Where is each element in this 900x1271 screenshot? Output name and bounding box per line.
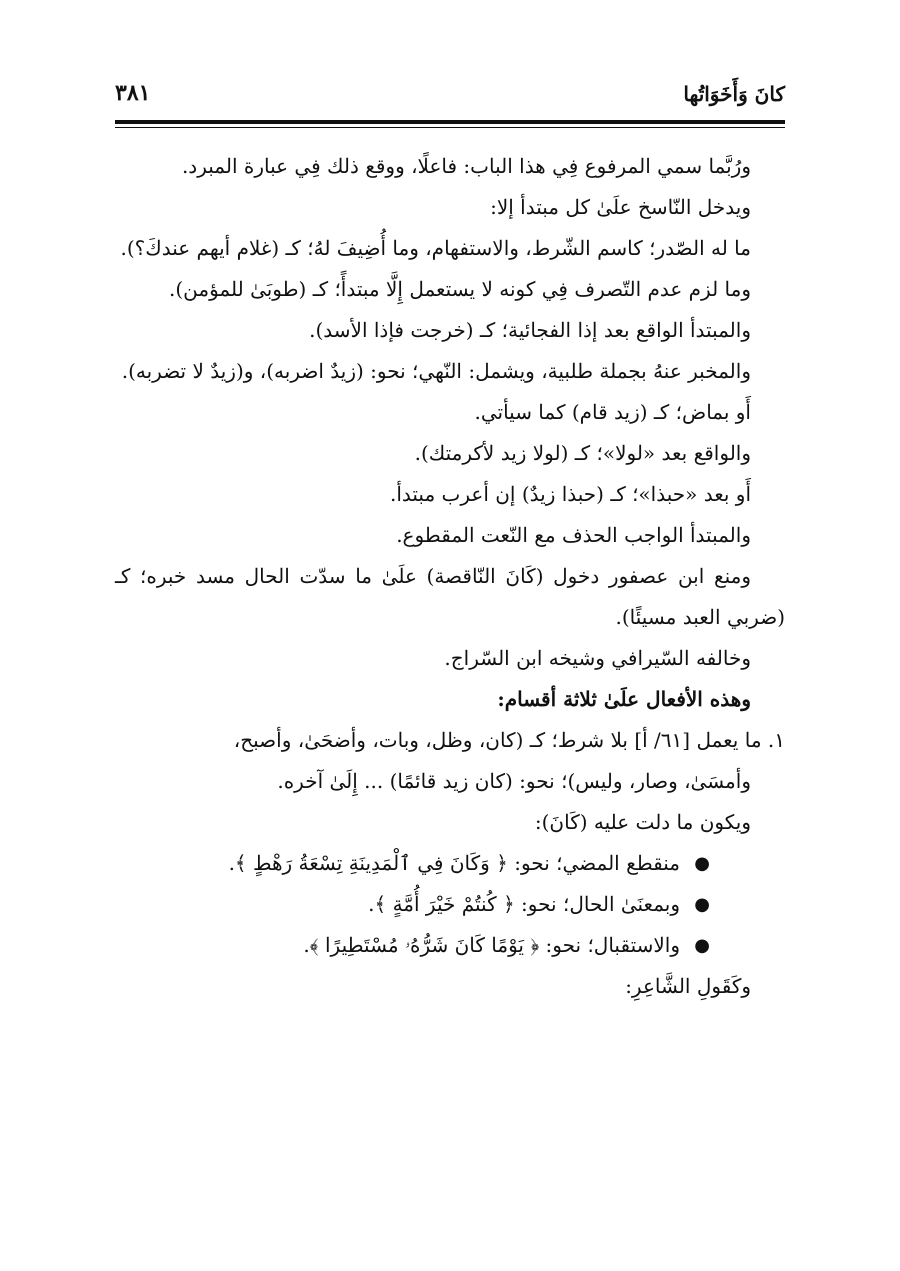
numbered-item-1	[115, 720, 785, 802]
paragraph-naat-maqtu: والمبتدأ الواجب الحذف مع النّعت المقطوع.	[396, 523, 751, 547]
item-number: ١.	[767, 728, 785, 752]
paragraph-sirafi: وخالفه السّيرافي وشيخه ابن السّراج.	[444, 646, 751, 670]
bullet-icon: ●	[694, 935, 710, 956]
paragraph-poet: وكَقَولِ الشَّاعِرِ:	[625, 974, 751, 998]
paragraph-nasikh-intro: ويدخل النّاسخ علَىٰ كل مبتدأ إلا:	[490, 195, 751, 219]
page-header	[115, 80, 785, 118]
paragraph-madi: أَو بماض؛ كـ (زيد قام) كما سيأتي.	[474, 400, 751, 424]
paragraph-talabiya: والمخبر عنهُ بجملة طلبية، ويشمل: النّهي؛ نحو: (زيدٌ اضربه)، و(زيدٌ لا تضربه).	[121, 359, 751, 383]
running-title: كانَ وَأَخَوَاتُها	[683, 82, 785, 106]
item-line-2: وأمسَىٰ، وصار، وليس)؛ نحو: (كان زيد قائمًا) ... إِلَىٰ آخره.	[277, 769, 751, 793]
paragraph-marfu-fail: ورُبَّما سمي المرفوع فِي هذا الباب: فاعلًا، ووقع ذلك فِي عبارة المبرد.	[181, 154, 751, 178]
bullet-text: والاستقبال؛ نحو: ﴿ يَوْمًا كَانَ شَرُّهُۥ مُسْتَطِيرًا ﴾.	[303, 933, 680, 957]
bullet-icon: ●	[694, 894, 710, 915]
item-line-1: ما يعمل [٦١/ أ] بلا شرط؛ كـ (كان، وظل، وبات، وأضحَىٰ، وأصبح،	[233, 728, 762, 752]
paragraph-lawla: والواقع بعد «لولا»؛ كـ (لولا زيد لأكرمتك).	[414, 441, 751, 465]
list-item	[115, 843, 710, 884]
paragraph-idha-fujaiya: والمبتدأ الواقع بعد إذا الفجائية؛ كـ (خرجت فإذا الأسد).	[309, 318, 751, 342]
paragraph-ibn-usfur: ومنع ابن عصفور دخول (كَانَ النّاقصة) علَىٰ ما سدّت الحال مسد خبره؛ كـ (ضربي العبد مسيئًا).	[115, 564, 785, 629]
header-rule-thin	[115, 127, 785, 128]
book-page	[115, 80, 785, 1007]
paragraph-tasarruf: وما لزم عدم التّصرف فِي كونه لا يستعمل إِلَّا مبتدأً؛ كـ (طوبَىٰ للمؤمن).	[169, 277, 751, 301]
bullet-text: وبمعنَىٰ الحال؛ نحو: ﴿ كُنتُمْ خَيْرَ أُمَّةٍ ﴾.	[368, 892, 680, 916]
bullet-list	[115, 843, 785, 966]
paragraph-kana-indicates: ويكون ما دلت عليه (كَانَ):	[534, 810, 751, 834]
page-number: ٣٨١	[115, 80, 151, 106]
bullet-text: منقطع المضي؛ نحو: ﴿ وَكَانَ فِي ٱلْمَدِينَةِ تِسْعَةُ رَهْطٍ ﴾.	[228, 851, 680, 875]
header-rule-thick	[115, 120, 785, 124]
list-item	[115, 884, 710, 925]
paragraph-habbadha: أَو بعد «حبذا»؛ كـ (حبذا زيدٌ) إن أعرب مبتدأ.	[389, 482, 751, 506]
bullet-icon: ●	[694, 853, 710, 874]
list-item	[115, 925, 710, 966]
page-body	[115, 146, 785, 1007]
paragraph-sadr: ما له الصّدر؛ كاسم الشّرط، والاستفهام، وما أُضِيفَ لهُ؛ كـ (غلام أيهم عندكَ؟).	[120, 236, 751, 260]
paragraph-three-sections: وهذه الأفعال علَىٰ ثلاثة أقسام:	[497, 687, 751, 711]
